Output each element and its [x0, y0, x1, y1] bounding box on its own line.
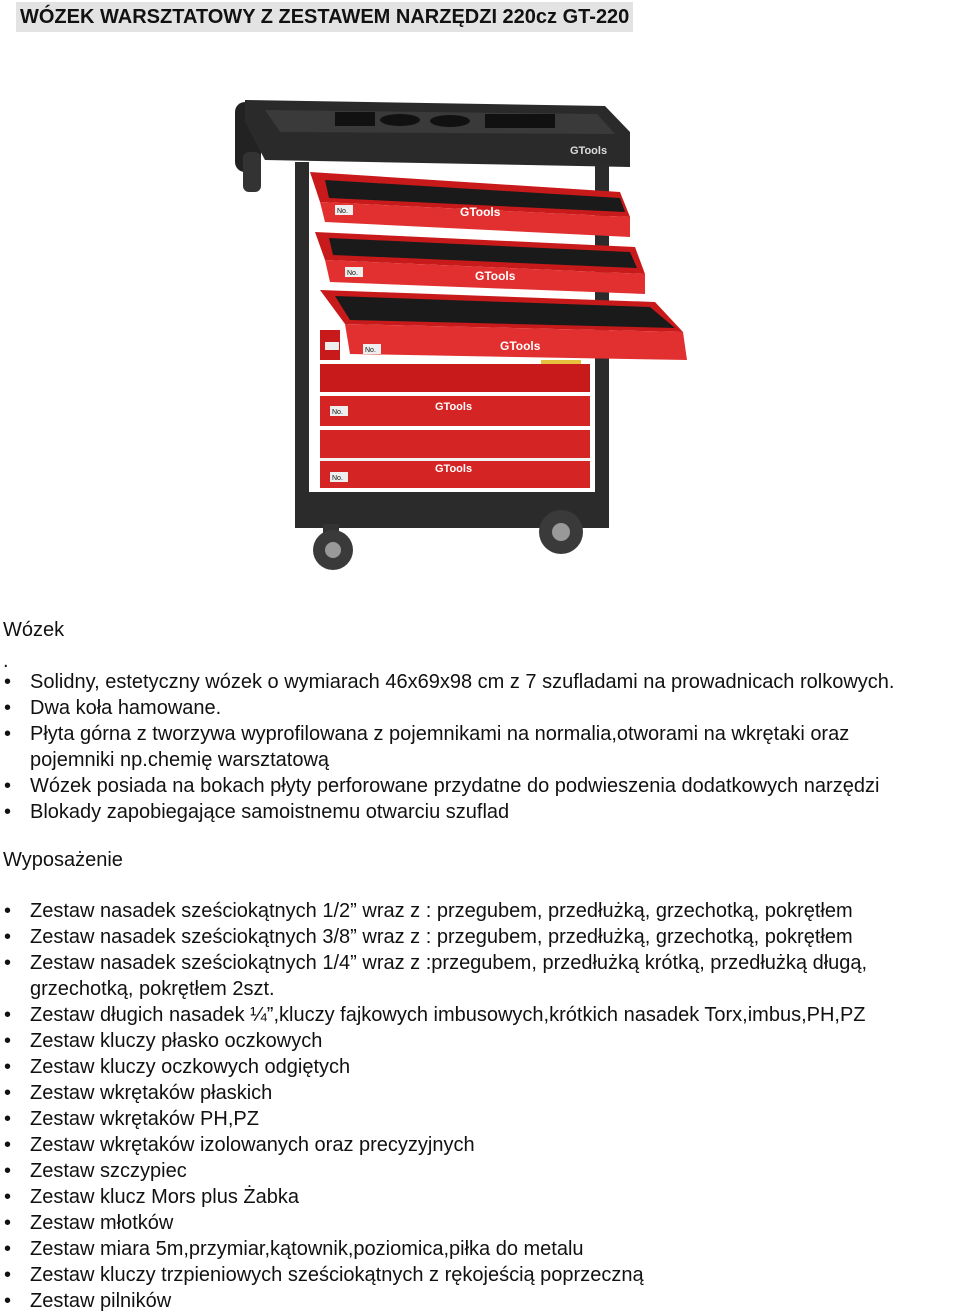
list-item: • Zestaw pilników: [4, 1290, 172, 1312]
page-title: WÓZEK WARSZTATOWY Z ZESTAWEM NARZĘDZI 220cz GT-220: [16, 2, 633, 32]
list-item: • Zestaw kluczy płasko oczkowych: [4, 1030, 323, 1052]
wheel-right: [539, 510, 583, 554]
equipment-list: [0, 898, 950, 1314]
bullet-icon: •: [4, 1030, 12, 1052]
section-heading-wyposazenie: Wyposażenie: [3, 849, 123, 871]
bullet-icon: •: [4, 723, 12, 745]
product-image: [225, 92, 695, 582]
bullet-icon: •: [4, 1290, 12, 1312]
wheel-left: [313, 524, 353, 570]
list-item: • Zestaw miara 5m,przymiar,kątownik,poziomica,piłka do metalu: [4, 1238, 584, 1260]
svg-text:GTools: GTools: [435, 463, 473, 475]
list-item: • Zestaw wkrętaków PH,PZ: [4, 1108, 259, 1130]
list-item: • Dwa koła hamowane.: [4, 697, 222, 719]
bullet-icon: •: [4, 671, 12, 693]
bullet-icon: •: [4, 1056, 12, 1078]
bullet-icon: •: [4, 1238, 12, 1260]
svg-text:No.: No.: [332, 409, 343, 416]
svg-text:No.: No.: [332, 475, 343, 482]
list-item: • Zestaw nasadek sześciokątnych 1/2” wraz z : przegubem, przedłużką, grzechotką, pokrętłem: [4, 900, 853, 922]
tool-cart-illustration: [225, 92, 695, 582]
section-heading-wozek: Wózek: [3, 619, 65, 641]
list-item: • Zestaw wkrętaków izolowanych oraz precyzyjnych: [4, 1134, 475, 1156]
bullet-icon: •: [4, 1134, 12, 1156]
list-item: • Wózek posiada na bokach płyty perforowane przydatne do podwieszenia dodatkowych narzędzi: [4, 775, 880, 797]
bullet-icon: •: [4, 775, 12, 797]
drawer-7: [320, 430, 590, 488]
cart-frame-left: [295, 162, 309, 512]
svg-text:No.: No.: [347, 270, 358, 277]
svg-text:GTools: GTools: [475, 269, 516, 283]
list-item: • Płyta górna z tworzywa wyprofilowana z pojemnikami na normalia,otworami na wkrętaki oraz pojemniki np.chemię warsztatową: [4, 723, 850, 771]
list-item: • Zestaw kluczy oczkowych odgiętych: [4, 1056, 351, 1078]
bullet-icon: •: [4, 801, 12, 823]
list-item: • Zestaw długich nasadek ¼”,kluczy fajkowych imbusowych,krótkich nasadek Torx,imbus,PH,PZ: [4, 1004, 866, 1026]
drawer-4: [320, 330, 340, 360]
svg-text:GTools: GTools: [460, 205, 501, 219]
drawer-6: [320, 396, 590, 426]
svg-text:GTools: GTools: [500, 339, 541, 353]
wozek-feature-list: [0, 669, 950, 825]
svg-text:GTools: GTools: [435, 401, 473, 413]
drawer-1: [310, 172, 630, 237]
svg-text:No.: No.: [337, 208, 348, 215]
brand-logo-top: GTools: [570, 145, 608, 157]
list-item: • Solidny, estetyczny wózek o wymiarach 46x69x98 cm z 7 szufladami na prowadnicach rolkowych.: [4, 671, 895, 693]
bullet-icon: •: [4, 1108, 12, 1130]
bullet-icon: •: [4, 1004, 12, 1026]
list-item: • Zestaw młotków: [4, 1212, 174, 1234]
list-item: • Blokady zapobiegające samoistnemu otwarciu szuflad: [4, 801, 510, 823]
bullet-icon: •: [4, 1212, 12, 1234]
list-item: • Zestaw nasadek sześciokątnych 1/4” wraz z :przegubem, przedłużką krótką, przedłużką długą, grzechotką, pokrętłem 2szt.: [4, 952, 868, 1000]
bullet-icon: •: [4, 1082, 12, 1104]
list-item: • Zestaw nasadek sześciokątnych 3/8” wraz z : przegubem, przedłużką, grzechotką, pokrętłem: [4, 926, 853, 948]
list-item: • Zestaw szczypiec: [4, 1160, 187, 1182]
bullet-icon: •: [4, 1186, 12, 1208]
list-item: • Zestaw kluczy trzpieniowych sześciokątnych z rękojeścią poprzeczną: [4, 1264, 644, 1286]
list-item: • Zestaw klucz Mors plus Żabka: [4, 1186, 299, 1208]
separator-dot: .: [3, 650, 9, 672]
drawer-5: [320, 364, 590, 392]
bullet-icon: •: [4, 926, 12, 948]
bullet-icon: •: [4, 1160, 12, 1182]
svg-text:No.: No.: [365, 347, 376, 354]
bullet-icon: •: [4, 1264, 12, 1286]
list-item: • Zestaw wkrętaków płaskich: [4, 1082, 273, 1104]
bullet-icon: •: [4, 900, 12, 922]
bullet-icon: •: [4, 952, 12, 974]
bullet-icon: •: [4, 697, 12, 719]
